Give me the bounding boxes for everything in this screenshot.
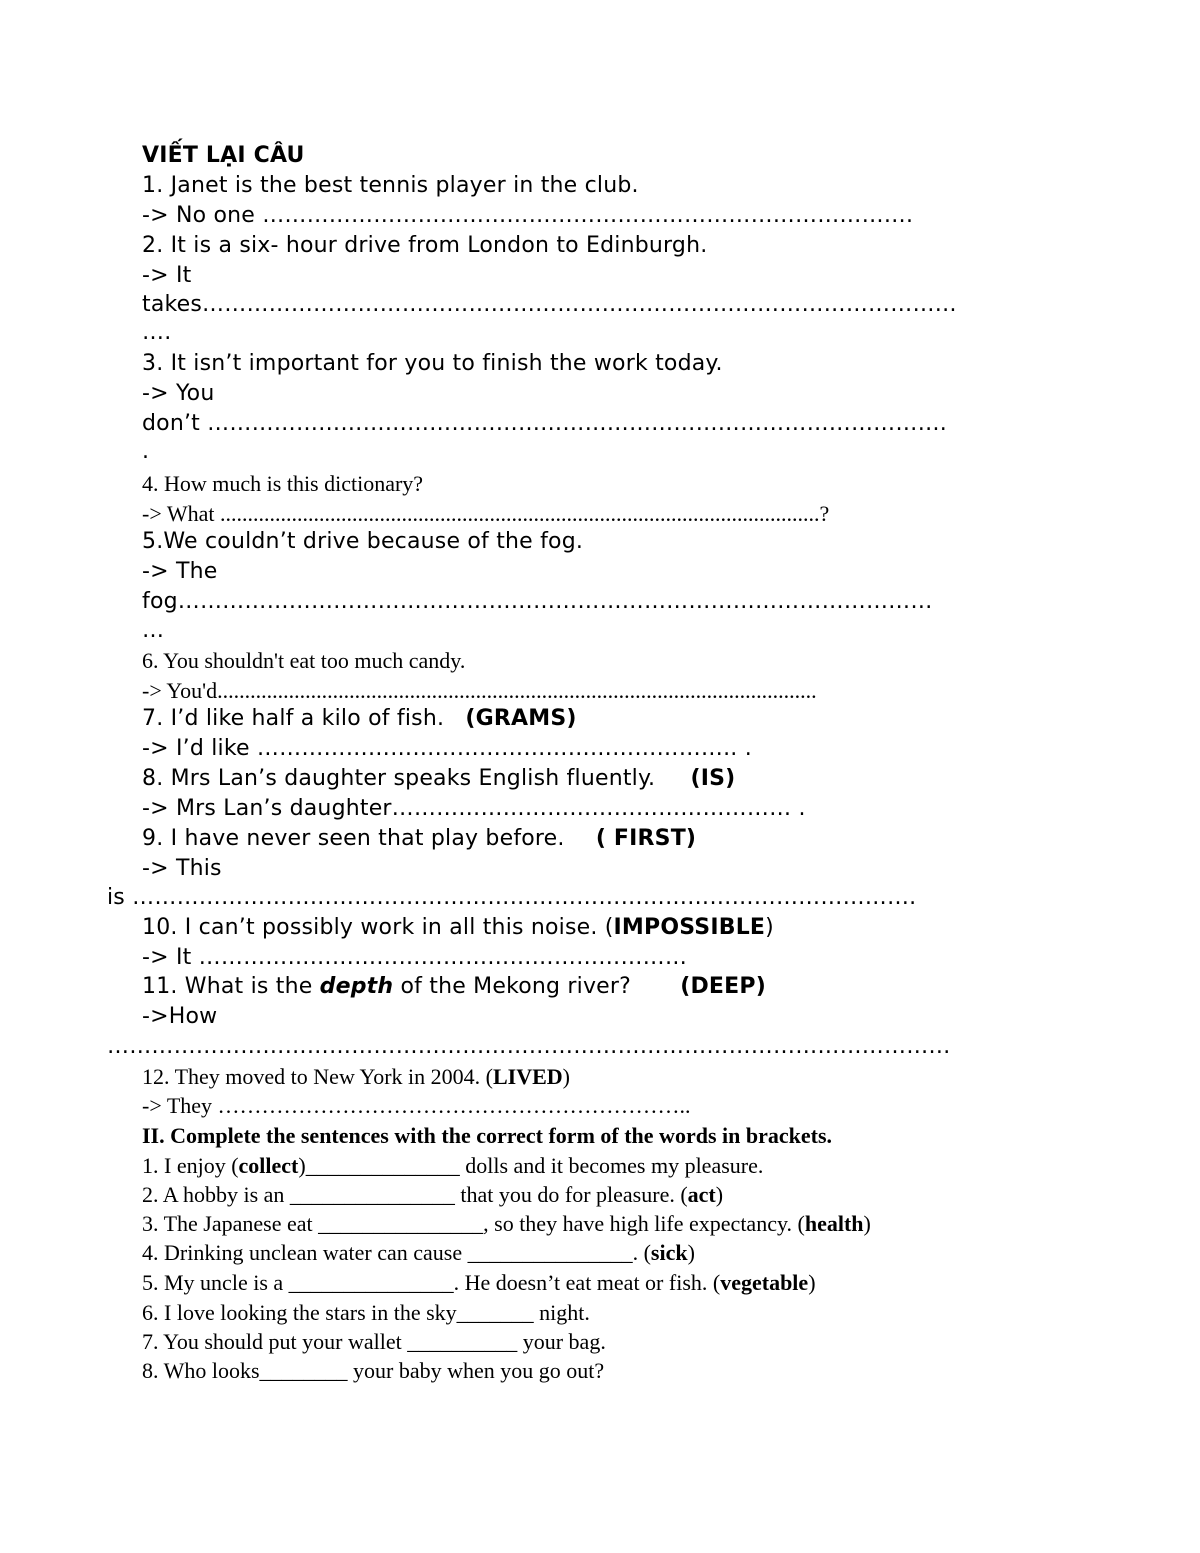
answer-4: -> What .............................................................................................................?	[142, 501, 830, 526]
question-7-keyword: (GRAMS)	[465, 706, 577, 731]
answer-10: -> It …………………………………………………………	[142, 945, 688, 970]
answer-5-end: …	[142, 618, 165, 643]
question-8-text: 8. Mrs Lan’s daughter speaks English fluently.	[142, 766, 663, 791]
question-10-keyword: IMPOSSIBLE	[613, 915, 766, 940]
answer-2-end: ….	[142, 320, 172, 345]
exercise-item-5-keyword: vegetable	[720, 1270, 809, 1295]
answer-12: -> They ………………………………………………………..	[142, 1093, 691, 1118]
answer-2-start: -> It	[142, 263, 192, 288]
question-7	[142, 708, 577, 730]
answer-9-line: is …………………………………………………………………………………………….	[107, 885, 917, 910]
exercise-item-5	[142, 1272, 816, 1294]
exercise-item-1-rest: )______________ dolls and it becomes my pleasure.	[298, 1153, 764, 1178]
exercise-item-4-keyword: sick	[650, 1240, 688, 1265]
question-12-keyword: LIVED	[492, 1064, 563, 1089]
question-3: 3. It isn’t important for you to finish the work today.	[142, 351, 723, 376]
question-11	[142, 976, 766, 998]
question-10-close: )	[765, 915, 774, 940]
exercise-item-7: 7. You should put your wallet __________ your bag.	[142, 1329, 606, 1354]
exercise-item-3-keyword: health	[804, 1211, 864, 1236]
answer-11-line: ……………………………………………………………………………………………………	[107, 1034, 951, 1059]
answer-5-start: -> The	[142, 559, 218, 584]
answer-5-line: fog…………………………………………………………………………………………	[142, 589, 933, 614]
exercise-item-2-rest: )	[715, 1182, 724, 1207]
answer-11-start: ->How	[142, 1004, 218, 1029]
answer-9-start: -> This	[142, 856, 222, 881]
question-11-text-end: of the Mekong river?	[393, 974, 639, 999]
page-title: VIẾT LẠI CÂU	[142, 143, 305, 168]
question-9-keyword: ( FIRST)	[595, 826, 697, 851]
answer-3-end: .	[142, 439, 150, 464]
question-11-emphasis: depth	[319, 974, 394, 999]
question-11-keyword: (DEEP)	[680, 974, 766, 999]
exercise-item-4	[142, 1242, 695, 1264]
exercise-item-3-rest: )	[863, 1211, 871, 1236]
exercise-item-3	[142, 1213, 871, 1235]
exercise-item-5-text: 5. My uncle is a _______________. He doesn’t eat meat or fish. (	[142, 1270, 721, 1295]
exercise-item-1-keyword: collect	[238, 1153, 299, 1178]
question-1: 1. Janet is the best tennis player in the club.	[142, 173, 639, 198]
question-2: 2. It is a six- hour drive from London to Edinburgh.	[142, 233, 708, 258]
question-12-close: )	[562, 1064, 570, 1089]
section-2-heading: II. Complete the sentences with the correct form of the words in brackets.	[142, 1123, 833, 1148]
answer-7: -> I’d like ……………………………………………………….. .	[142, 736, 752, 761]
question-4: 4. How much is this dictionary?	[142, 471, 424, 496]
exercise-item-1-text: 1. I enjoy (	[142, 1153, 239, 1178]
exercise-item-3-text: 3. The Japanese eat _______________, so they have high life expectancy. (	[142, 1211, 805, 1236]
exercise-item-2	[142, 1184, 723, 1206]
question-8-keyword: (IS)	[690, 766, 736, 791]
answer-2-line: takes…………………………………………………………………………………………	[142, 292, 957, 317]
answer-1: -> No one …………………………………………………………………………….	[142, 203, 914, 228]
exercise-item-2-keyword: act	[687, 1182, 716, 1207]
answer-6: -> You'd.............................................................................................................	[142, 678, 817, 703]
exercise-item-2-text: 2. A hobby is an _______________ that you do for pleasure. (	[142, 1182, 688, 1207]
answer-8: -> Mrs Lan’s daughter……………………………………………… .	[142, 796, 806, 821]
question-9	[142, 828, 696, 850]
answer-3-line: don’t ……………………………………………………………………………………….	[142, 411, 947, 436]
question-10-text: 10. I can’t possibly work in all this noise. (	[142, 915, 614, 940]
question-9-text: 9. I have never seen that play before.	[142, 826, 572, 851]
question-8	[142, 768, 735, 790]
question-7-text: 7. I’d like half a kilo of fish.	[142, 706, 452, 731]
exercise-item-4-text: 4. Drinking unclean water can cause _______________. (	[142, 1240, 651, 1265]
question-6: 6. You shouldn't eat too much candy.	[142, 648, 466, 673]
exercise-item-1	[142, 1155, 763, 1177]
answer-3-start: -> You	[142, 381, 215, 406]
question-10	[142, 917, 774, 939]
question-12-text: 12. They moved to New York in 2004. (	[142, 1064, 493, 1089]
exercise-item-8: 8. Who looks________ your baby when you go out?	[142, 1358, 605, 1383]
exercise-item-6: 6. I love looking the stars in the sky_______ night.	[142, 1300, 590, 1325]
question-5: 5.We couldn’t drive because of the fog.	[142, 529, 584, 554]
exercise-item-4-rest: )	[687, 1240, 695, 1265]
exercise-item-5-rest: )	[808, 1270, 816, 1295]
question-11-text: 11. What is the	[142, 974, 320, 999]
question-12	[142, 1066, 570, 1088]
